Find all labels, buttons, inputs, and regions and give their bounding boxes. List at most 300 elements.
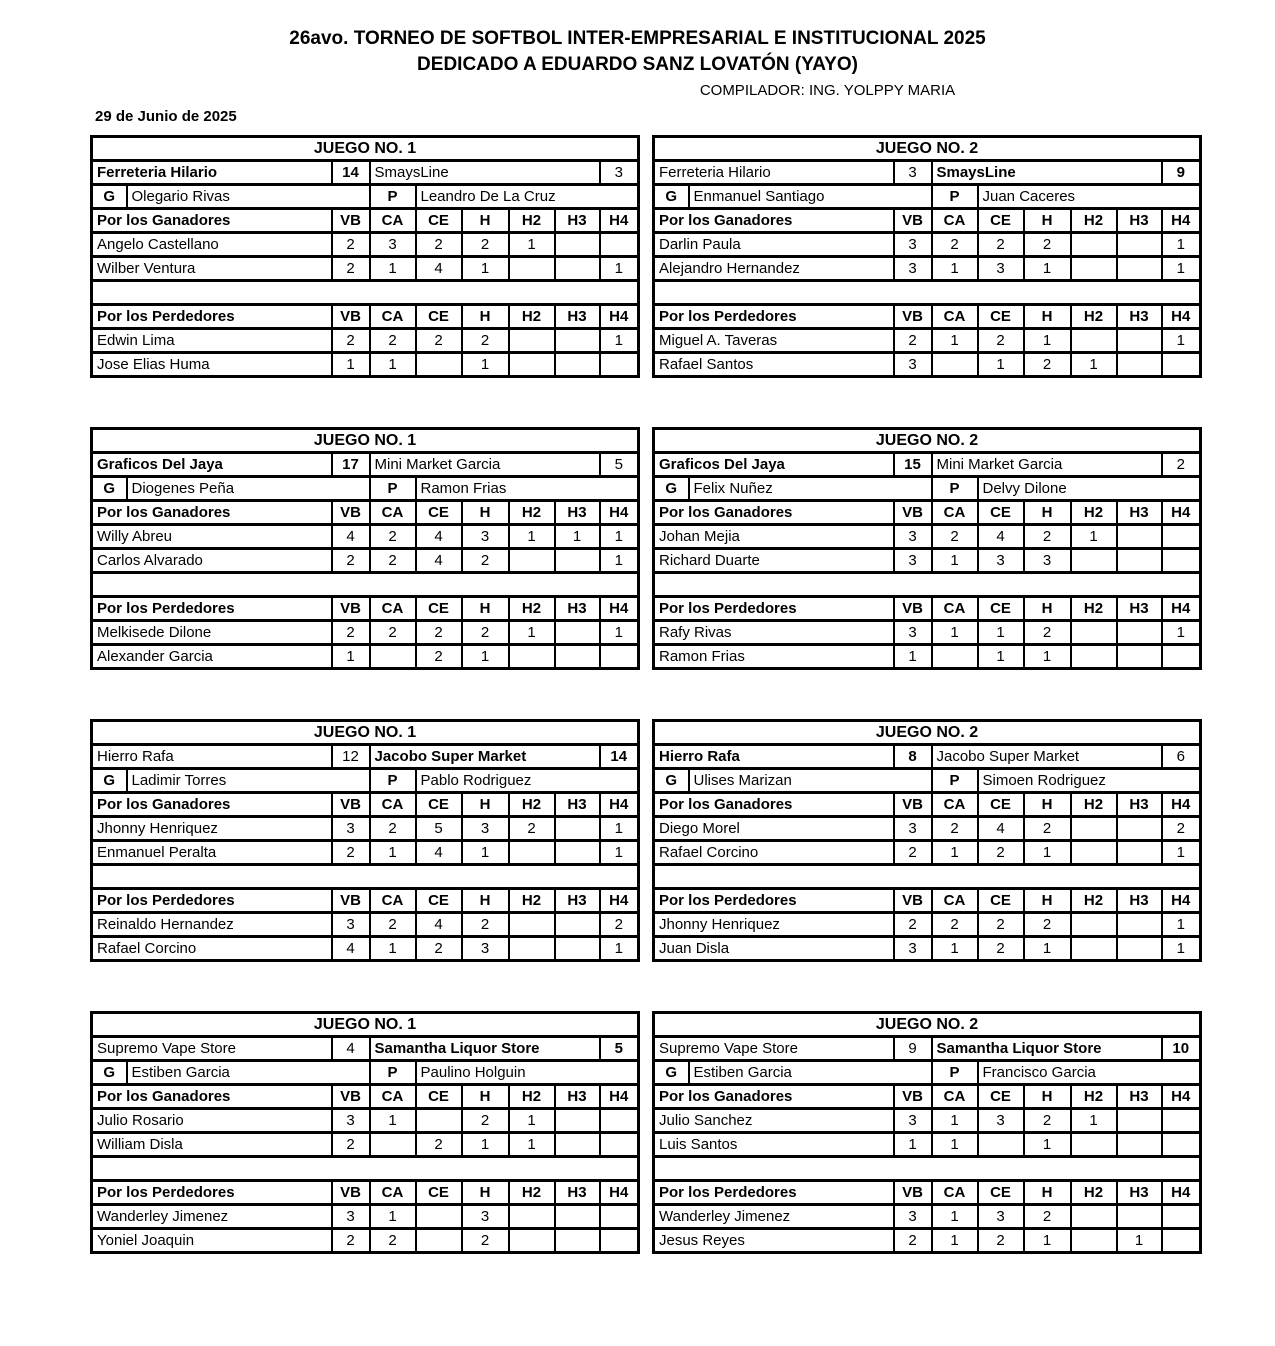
stat-col-header-h4: H4 [600,889,639,913]
stat-value-h3 [1117,1133,1162,1157]
pitchers-row [654,1061,1201,1085]
stat-value-vb: 3 [332,817,370,841]
stat-value-h3 [555,621,600,645]
stat-col-header-ce: CE [416,889,462,913]
team-a-score: 12 [332,745,370,769]
stat-col-header-h: H [1024,209,1071,233]
stat-value-h4 [1162,353,1201,377]
pitchers-row [92,185,639,209]
stat-col-header-h4: H4 [1162,1085,1201,1109]
stat-value-h4 [600,1133,639,1157]
stat-value-h3 [555,841,600,865]
stat-value-h: 1 [1024,841,1071,865]
stat-value-vb: 3 [894,621,932,645]
winners-header-row [92,793,639,817]
stat-value-h4: 1 [1162,233,1201,257]
stat-value-ce: 2 [416,1133,462,1157]
losing-pitcher-name: Leandro De La Cruz [416,185,639,209]
losing-pitcher-name: Juan Caceres [978,185,1201,209]
stat-col-header-h3: H3 [1117,501,1162,525]
stat-col-header-h: H [462,597,509,621]
stat-value-h: 1 [1024,1133,1071,1157]
loser-player-row [654,353,1201,377]
stat-col-header-h4: H4 [1162,501,1201,525]
stat-col-header-vb: VB [332,501,370,525]
winning-pitcher-label: G [654,1061,689,1085]
stat-col-header-vb: VB [332,889,370,913]
stat-col-header-vb: VB [894,597,932,621]
winners-section-label: Por los Ganadores [92,1085,332,1109]
game-title: JUEGO NO. 1 [92,429,639,453]
winner-player-row [654,841,1201,865]
stat-value-ce [416,353,462,377]
stat-value-h2 [509,257,555,281]
stat-value-ce: 2 [978,913,1024,937]
stat-value-ca: 2 [370,913,416,937]
winner-player-row [92,525,639,549]
stat-col-header-h2: H2 [1071,793,1117,817]
team-b-score: 9 [1162,161,1201,185]
team-b-name: Jacobo Super Market [370,745,600,769]
stat-col-header-h3: H3 [1117,597,1162,621]
winning-pitcher-name: Ladimir Torres [127,769,370,793]
stat-value-vb: 2 [332,257,370,281]
separator-row [654,865,1201,889]
pitchers-row [654,185,1201,209]
losers-header-row [92,889,639,913]
stat-col-header-h4: H4 [1162,793,1201,817]
stat-value-h3 [1117,913,1162,937]
losing-pitcher-label: P [370,1061,416,1085]
player-name: Julio Rosario [92,1109,332,1133]
winning-pitcher-name: Ulises Marizan [689,769,932,793]
player-name: Rafael Corcino [92,937,332,961]
stat-col-header-vb: VB [332,793,370,817]
stat-value-h2: 1 [509,525,555,549]
compiler-line: COMPILADOR: ING. YOLPPY MARIA [699,82,956,100]
team-a-score: 4 [332,1037,370,1061]
stat-value-vb: 4 [332,937,370,961]
losers-section-label: Por los Perdedores [654,305,894,329]
stat-col-header-h2: H2 [509,501,555,525]
winner-player-row [654,233,1201,257]
winner-player-row [654,1133,1201,1157]
team-a-name: Supremo Vape Store [92,1037,332,1061]
losing-pitcher-name: Ramon Frias [416,477,639,501]
stat-value-h: 2 [1024,1205,1071,1229]
stat-value-h3 [555,1229,600,1253]
winners-header-row [92,1085,639,1109]
game-title-row [92,429,639,453]
separator-cell [654,865,1201,889]
stat-value-h4: 1 [1162,841,1201,865]
stat-col-header-ce: CE [978,597,1024,621]
stat-value-vb: 2 [332,233,370,257]
player-name: Alexander Garcia [92,645,332,669]
separator-row [654,281,1201,305]
stat-value-h4 [1162,645,1201,669]
stat-value-h3 [1117,645,1162,669]
stat-col-header-h2: H2 [1071,305,1117,329]
game-title-row [654,137,1201,161]
winner-player-row [92,1109,639,1133]
teams-score-row [654,1037,1201,1061]
loser-player-row [92,621,639,645]
team-b-name: Jacobo Super Market [932,745,1162,769]
winning-pitcher-label: G [92,185,127,209]
winners-header-row [654,793,1201,817]
stat-value-h: 2 [1024,1109,1071,1133]
team-b-name: Mini Market Garcia [932,453,1162,477]
stat-col-header-h2: H2 [1071,501,1117,525]
pitchers-row [92,477,639,501]
stat-value-h3 [555,1109,600,1133]
separator-row [92,1157,639,1181]
stat-value-h3 [555,233,600,257]
stat-col-header-h4: H4 [1162,889,1201,913]
stat-value-vb: 2 [332,1229,370,1253]
stat-value-vb: 1 [894,645,932,669]
stat-value-h4 [1162,1229,1201,1253]
stat-value-h4: 2 [600,913,639,937]
stat-col-header-h4: H4 [1162,597,1201,621]
winners-section-label: Por los Ganadores [654,793,894,817]
stat-value-ca: 2 [932,913,978,937]
team-b-score: 10 [1162,1037,1201,1061]
player-name: Carlos Alvarado [92,549,332,573]
stat-value-h4: 1 [600,937,639,961]
winner-player-row [654,257,1201,281]
stat-col-header-h: H [462,1085,509,1109]
losing-pitcher-label: P [370,477,416,501]
team-b-score: 3 [600,161,639,185]
stat-col-header-h4: H4 [600,305,639,329]
stat-value-h2 [1071,841,1117,865]
stat-col-header-h: H [1024,501,1071,525]
player-name: Ramon Frias [654,645,894,669]
losers-header-row [92,597,639,621]
stat-value-h4 [1162,1133,1201,1157]
stat-value-h3 [1117,353,1162,377]
stat-value-ca: 3 [370,233,416,257]
stat-value-vb: 3 [894,525,932,549]
stat-col-header-h2: H2 [1071,1181,1117,1205]
winners-header-row [92,501,639,525]
player-name: Wilber Ventura [92,257,332,281]
winner-player-row [654,549,1201,573]
separator-row [92,281,639,305]
stat-value-h: 2 [462,1109,509,1133]
stat-value-h: 1 [1024,329,1071,353]
game-title: JUEGO NO. 1 [92,1013,639,1037]
stat-value-h4: 1 [600,257,639,281]
winning-pitcher-label: G [654,769,689,793]
game-title-row [654,429,1201,453]
stat-col-header-h3: H3 [555,597,600,621]
stat-value-h2 [1071,817,1117,841]
stat-value-vb: 1 [332,645,370,669]
stat-col-header-ca: CA [370,889,416,913]
stat-value-h: 3 [462,525,509,549]
stat-value-vb: 3 [894,233,932,257]
stat-value-h: 2 [1024,353,1071,377]
player-name: Jhonny Henriquez [654,913,894,937]
stat-col-header-ce: CE [978,1085,1024,1109]
stat-col-header-h: H [1024,793,1071,817]
player-name: William Disla [92,1133,332,1157]
team-a-score: 15 [894,453,932,477]
winning-pitcher-label: G [92,769,127,793]
stat-value-h2 [509,645,555,669]
game-box-score-table [652,427,1202,670]
stat-col-header-ca: CA [932,1181,978,1205]
stat-value-h2 [509,1205,555,1229]
separator-cell [654,281,1201,305]
stat-col-header-vb: VB [894,889,932,913]
stat-col-header-h2: H2 [509,1085,555,1109]
player-name: Melkisede Dilone [92,621,332,645]
losing-pitcher-label: P [932,477,978,501]
stat-col-header-h2: H2 [509,1181,555,1205]
winners-header-row [654,1085,1201,1109]
stat-col-header-h4: H4 [600,209,639,233]
stat-value-h: 3 [462,937,509,961]
player-name: Miguel A. Taveras [654,329,894,353]
stat-value-vb: 3 [894,817,932,841]
stat-value-ca: 1 [932,1229,978,1253]
team-a-name: Ferreteria Hilario [92,161,332,185]
winning-pitcher-name: Olegario Rivas [127,185,370,209]
separator-cell [654,573,1201,597]
loser-player-row [654,1229,1201,1253]
winning-pitcher-name: Felix Nuñez [689,477,932,501]
winners-header-row [92,209,639,233]
stat-value-h2 [509,913,555,937]
stat-value-h2 [509,549,555,573]
player-name: Rafael Corcino [654,841,894,865]
stat-value-ce: 2 [978,841,1024,865]
losing-pitcher-name: Delvy Dilone [978,477,1201,501]
stat-value-vb: 2 [332,549,370,573]
stat-value-h: 1 [1024,645,1071,669]
player-name: Wanderley Jimenez [92,1205,332,1229]
team-a-score: 9 [894,1037,932,1061]
stat-col-header-h2: H2 [509,889,555,913]
losers-section-label: Por los Perdedores [654,597,894,621]
loser-player-row [92,353,639,377]
stat-col-header-ca: CA [370,305,416,329]
winner-player-row [92,257,639,281]
stat-col-header-h2: H2 [509,597,555,621]
stat-col-header-h4: H4 [1162,305,1201,329]
stat-value-vb: 3 [332,1205,370,1229]
stat-value-vb: 3 [894,353,932,377]
separator-cell [654,1157,1201,1181]
stat-col-header-h2: H2 [509,305,555,329]
player-name: Willy Abreu [92,525,332,549]
losers-section-label: Por los Perdedores [92,597,332,621]
game-title-row [92,1013,639,1037]
teams-score-row [92,745,639,769]
stat-value-h4: 1 [1162,329,1201,353]
pitchers-row [654,769,1201,793]
team-b-name: SmaysLine [932,161,1162,185]
stat-col-header-ce: CE [416,793,462,817]
losing-pitcher-label: P [370,185,416,209]
stat-value-ce: 2 [416,937,462,961]
losers-section-label: Por los Perdedores [92,305,332,329]
stat-value-h4: 1 [1162,913,1201,937]
stat-value-vb: 2 [332,621,370,645]
stat-col-header-vb: VB [894,1181,932,1205]
pitchers-row [92,769,639,793]
stat-value-h2: 1 [509,1109,555,1133]
stat-col-header-ca: CA [932,1085,978,1109]
stat-value-ca: 2 [370,525,416,549]
stat-value-h: 1 [462,645,509,669]
player-name: Luis Santos [654,1133,894,1157]
losers-header-row [654,305,1201,329]
stat-value-ce: 2 [416,329,462,353]
stat-value-h: 2 [1024,233,1071,257]
stat-value-ce: 2 [978,937,1024,961]
stat-value-vb: 3 [332,913,370,937]
stat-value-ca: 1 [932,329,978,353]
stat-value-ce: 4 [978,817,1024,841]
stat-col-header-h: H [1024,889,1071,913]
stat-value-h2: 1 [1071,1109,1117,1133]
stat-col-header-ce: CE [416,1085,462,1109]
stat-col-header-ca: CA [370,209,416,233]
stat-value-h: 2 [1024,913,1071,937]
stat-col-header-h: H [1024,1085,1071,1109]
stat-value-h3 [555,817,600,841]
stat-value-ce: 2 [978,329,1024,353]
stat-value-h4: 1 [600,841,639,865]
losers-section-label: Por los Perdedores [654,889,894,913]
stat-value-h3 [1117,841,1162,865]
stat-value-ce: 2 [978,233,1024,257]
game-box-score-table [652,1011,1202,1254]
winning-pitcher-name: Estiben Garcia [127,1061,370,1085]
player-name: Juan Disla [654,937,894,961]
stat-value-h4 [600,645,639,669]
stat-col-header-ca: CA [370,501,416,525]
stat-value-h2 [509,353,555,377]
stat-col-header-h4: H4 [600,501,639,525]
game-title-row [654,1013,1201,1037]
stat-col-header-ca: CA [932,209,978,233]
stat-col-header-h: H [462,209,509,233]
player-name: Diego Morel [654,817,894,841]
teams-score-row [92,453,639,477]
stat-col-header-h: H [462,305,509,329]
document-header [0,0,1275,99]
stat-value-h4 [1162,1109,1201,1133]
team-a-name: Graficos Del Jaya [654,453,894,477]
game-title-row [92,721,639,745]
stat-col-header-h3: H3 [1117,305,1162,329]
game-title: JUEGO NO. 2 [654,1013,1201,1037]
teams-score-row [92,161,639,185]
stat-value-h2 [1071,621,1117,645]
stat-col-header-h3: H3 [1117,1085,1162,1109]
stat-value-h3 [1117,1109,1162,1133]
stat-value-h: 2 [1024,621,1071,645]
team-b-name: Samantha Liquor Store [932,1037,1162,1061]
stat-value-ce: 3 [978,1205,1024,1229]
loser-player-row [654,937,1201,961]
stat-col-header-ca: CA [370,793,416,817]
stat-value-ca [932,353,978,377]
stat-col-header-vb: VB [894,1085,932,1109]
game-box-score-table [90,719,640,962]
separator-row [92,865,639,889]
winners-section-label: Por los Ganadores [654,1085,894,1109]
stat-value-ca: 1 [932,841,978,865]
stat-value-h4: 1 [1162,621,1201,645]
losers-header-row [654,597,1201,621]
team-a-name: Hierro Rafa [654,745,894,769]
stat-col-header-ce: CE [416,597,462,621]
team-a-name: Graficos Del Jaya [92,453,332,477]
winners-header-row [654,209,1201,233]
losers-section-label: Por los Perdedores [92,1181,332,1205]
stat-col-header-h: H [462,501,509,525]
stat-value-h2 [509,841,555,865]
stat-value-h4 [600,233,639,257]
stat-value-h3 [555,937,600,961]
losing-pitcher-name: Paulino Holguin [416,1061,639,1085]
stat-col-header-h3: H3 [555,793,600,817]
stat-value-ce [416,1229,462,1253]
player-name: Wanderley Jimenez [654,1205,894,1229]
stat-value-ce: 3 [978,257,1024,281]
loser-player-row [654,621,1201,645]
stat-value-ca: 1 [370,1109,416,1133]
player-name: Angelo Castellano [92,233,332,257]
winning-pitcher-label: G [92,477,127,501]
game-box-score-table [90,135,640,378]
stat-col-header-h3: H3 [1117,1181,1162,1205]
stat-value-ca [370,1133,416,1157]
winning-pitcher-label: G [92,1061,127,1085]
stat-value-h3 [1117,329,1162,353]
stat-value-h2 [509,937,555,961]
stat-value-vb: 4 [332,525,370,549]
stat-value-h: 2 [462,549,509,573]
stat-value-h: 2 [462,621,509,645]
stat-value-ce: 4 [416,841,462,865]
stat-value-h3 [1117,549,1162,573]
stat-col-header-h4: H4 [1162,209,1201,233]
losing-pitcher-label: P [932,185,978,209]
stat-value-h4: 1 [600,329,639,353]
team-b-name: Mini Market Garcia [370,453,600,477]
stat-value-h2: 1 [1071,353,1117,377]
stat-value-vb: 2 [894,1229,932,1253]
stat-value-h3 [555,913,600,937]
stat-col-header-ca: CA [932,501,978,525]
team-b-score: 5 [600,1037,639,1061]
player-name: Julio Sanchez [654,1109,894,1133]
player-name: Rafy Rivas [654,621,894,645]
stat-value-ce: 5 [416,817,462,841]
stat-col-header-h3: H3 [555,209,600,233]
stat-value-h4 [600,1229,639,1253]
player-name: Johan Mejia [654,525,894,549]
stat-value-h: 3 [462,1205,509,1229]
